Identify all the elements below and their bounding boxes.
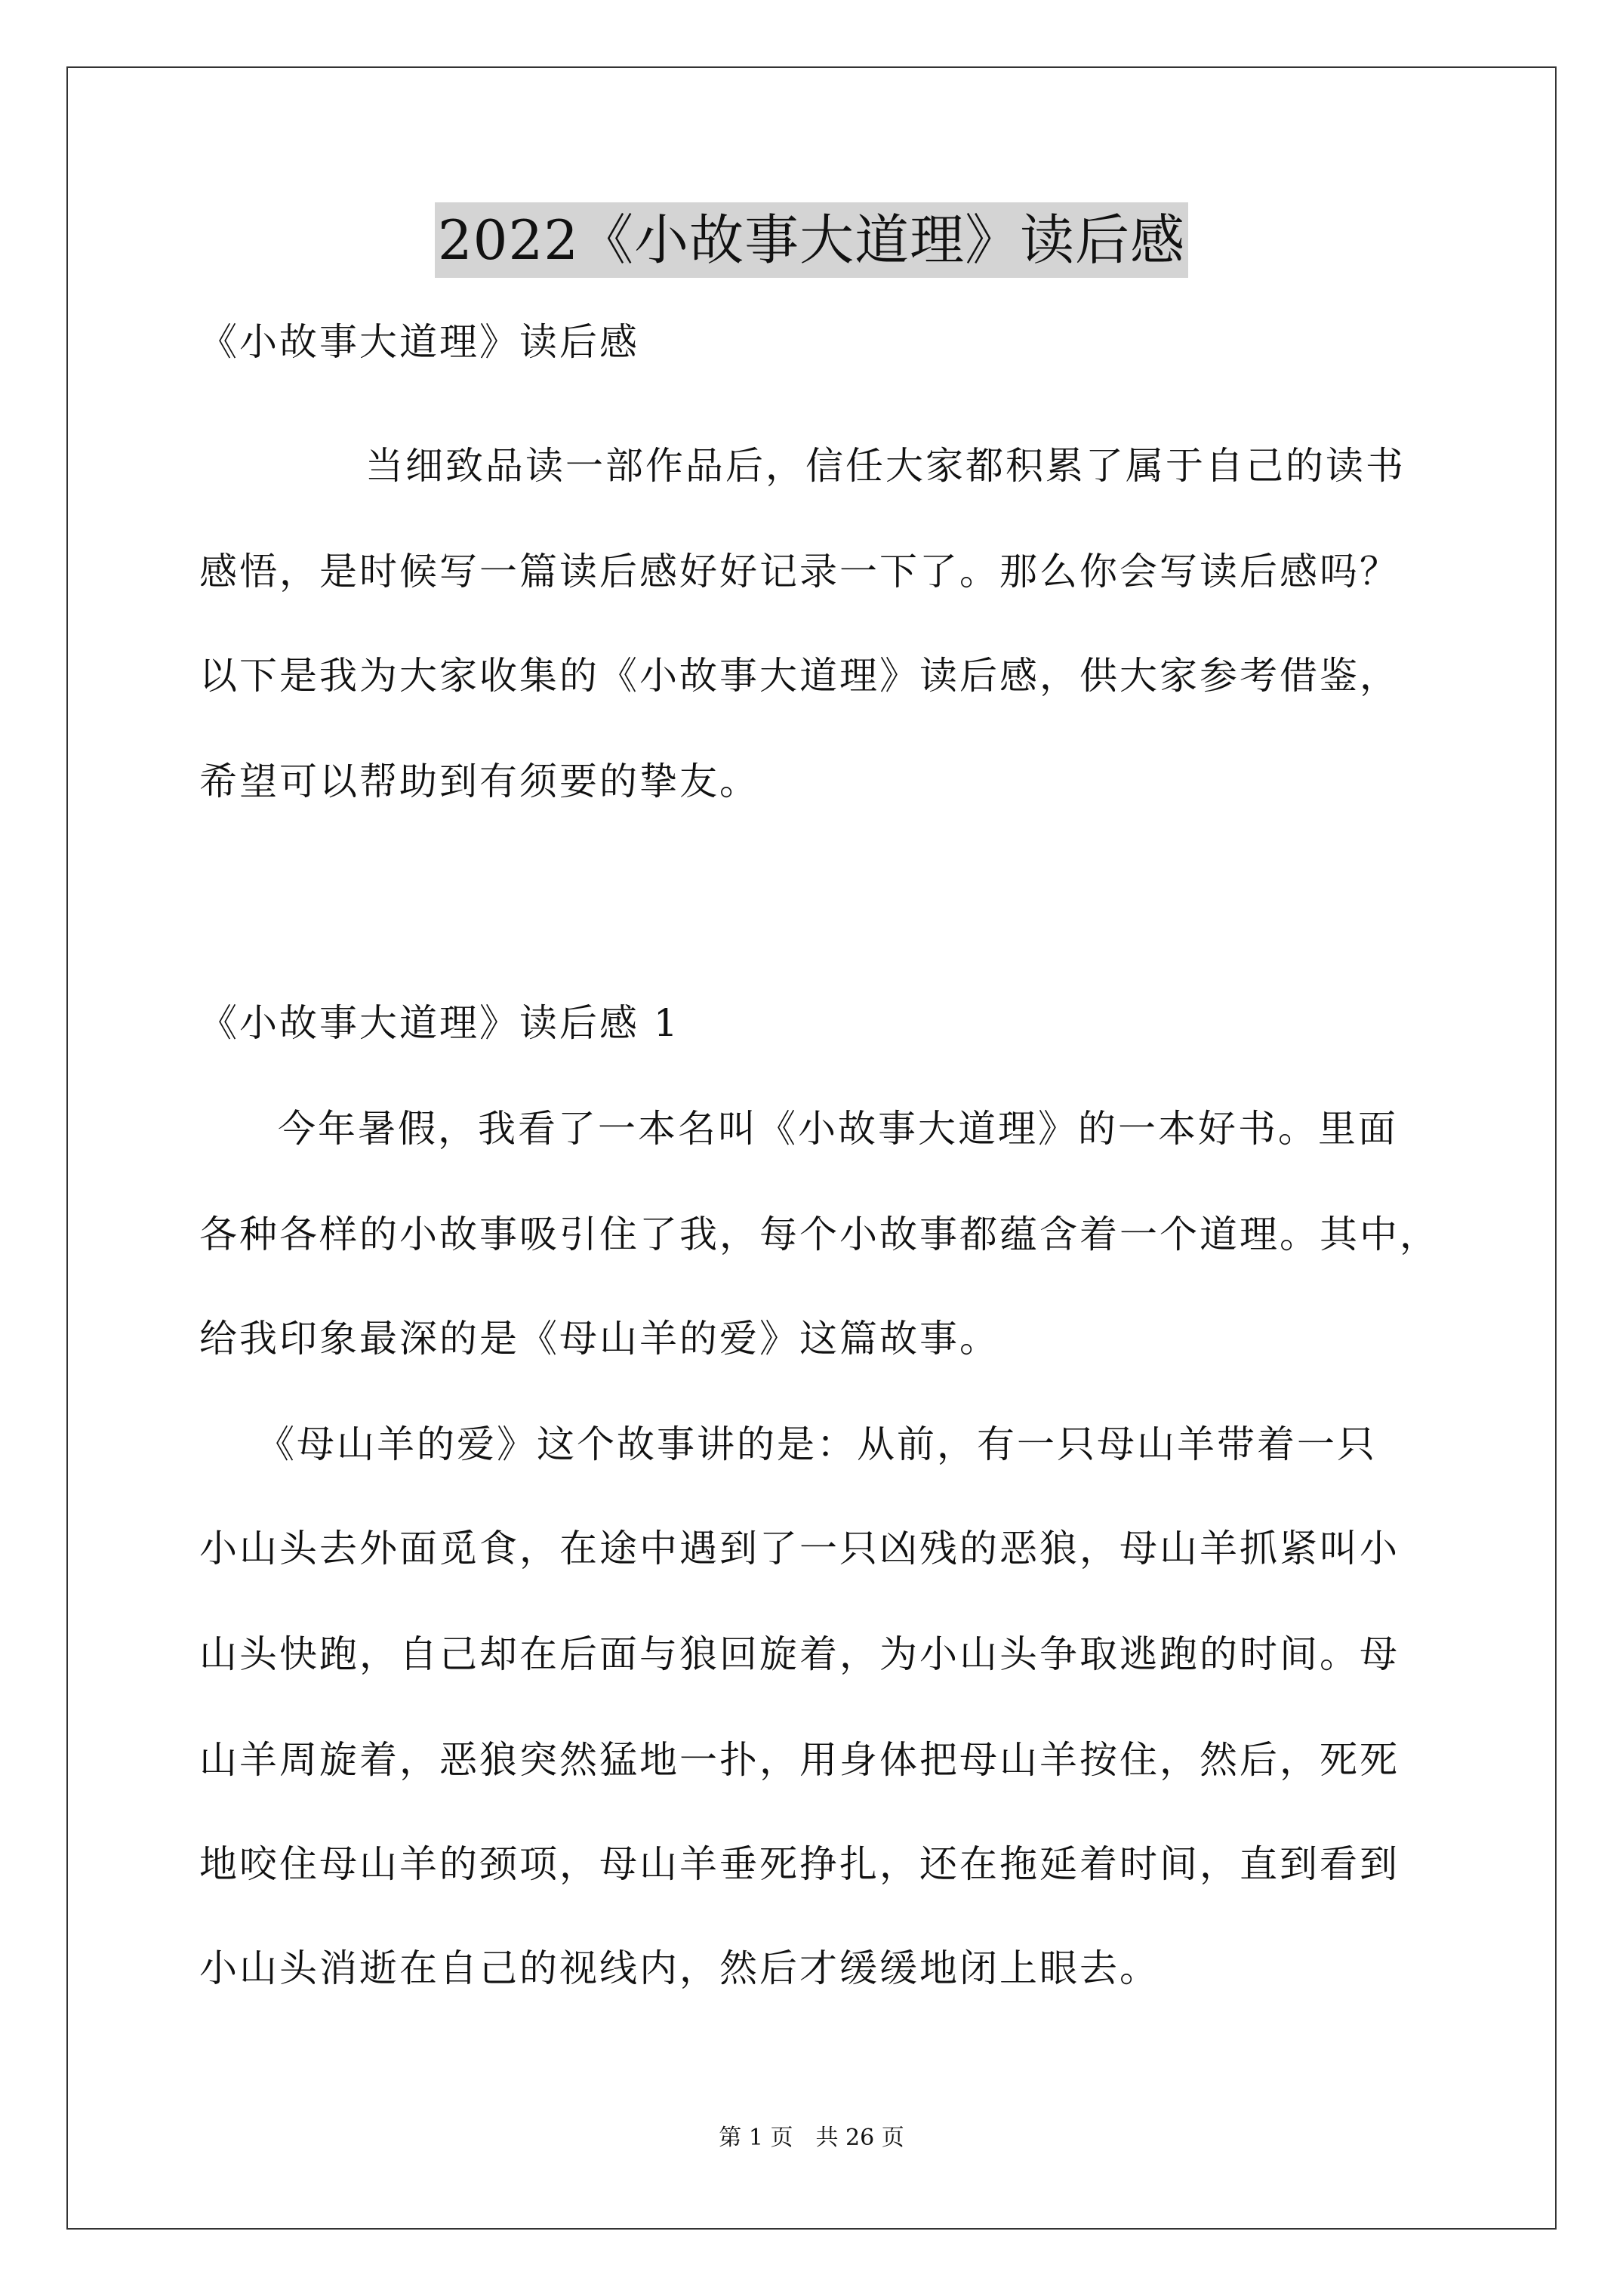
paragraph-line: 地咬住母山羊的颈项，母山羊垂死挣扎，还在拖延着时间，直到看到 bbox=[199, 1842, 1400, 1886]
paragraph-line: 今年暑假，我看了一本名叫《小故事大道理》的一本好书。里面 bbox=[278, 1107, 1398, 1151]
intro-line: 当细致品读一部作品后，信任大家都积累了属于自己的读书 bbox=[365, 444, 1406, 488]
section-heading: 《小故事大道理》读后感 1 bbox=[199, 1001, 680, 1045]
page-footer: 第 1 页 共 26 页 bbox=[719, 2125, 904, 2151]
paragraph-line: 小山头消逝在自己的视线内，然后才缓缓地闭上眼去。 bbox=[199, 1946, 1160, 1990]
paragraph-line: 小山头去外面觅食，在途中遇到了一只凶残的恶狼，母山羊抓紧叫小 bbox=[199, 1527, 1400, 1570]
title-container bbox=[0, 202, 1623, 278]
intro-line: 感悟，是时候写一篇读后感好好记录一下了。那么你会写读后感吗？ bbox=[199, 550, 1400, 593]
paragraph-line: 《母山羊的爱》这个故事讲的是：从前，有一只母山羊带着一只 bbox=[257, 1422, 1377, 1466]
paragraph-line: 各种各样的小故事吸引住了我，每个小故事都蕴含着一个道理。其中， bbox=[199, 1213, 1440, 1256]
paragraph-line: 山羊周旋着，恶狼突然猛地一扑，用身体把母山羊按住，然后，死死 bbox=[199, 1738, 1400, 1782]
paragraph-line: 给我印象最深的是《母山羊的爱》这篇故事。 bbox=[199, 1317, 999, 1361]
subtitle: 《小故事大道理》读后感 bbox=[199, 320, 639, 364]
paragraph-line: 山头快跑，自己却在后面与狼回旋着，为小山头争取逃跑的时间。母 bbox=[199, 1632, 1400, 1676]
intro-line: 以下是我为大家收集的《小故事大道理》读后感，供大家参考借鉴， bbox=[199, 654, 1400, 698]
document-title: 2022《小故事大道理》读后感 bbox=[435, 202, 1188, 278]
intro-line: 希望可以帮助到有须要的挚友。 bbox=[199, 760, 759, 803]
